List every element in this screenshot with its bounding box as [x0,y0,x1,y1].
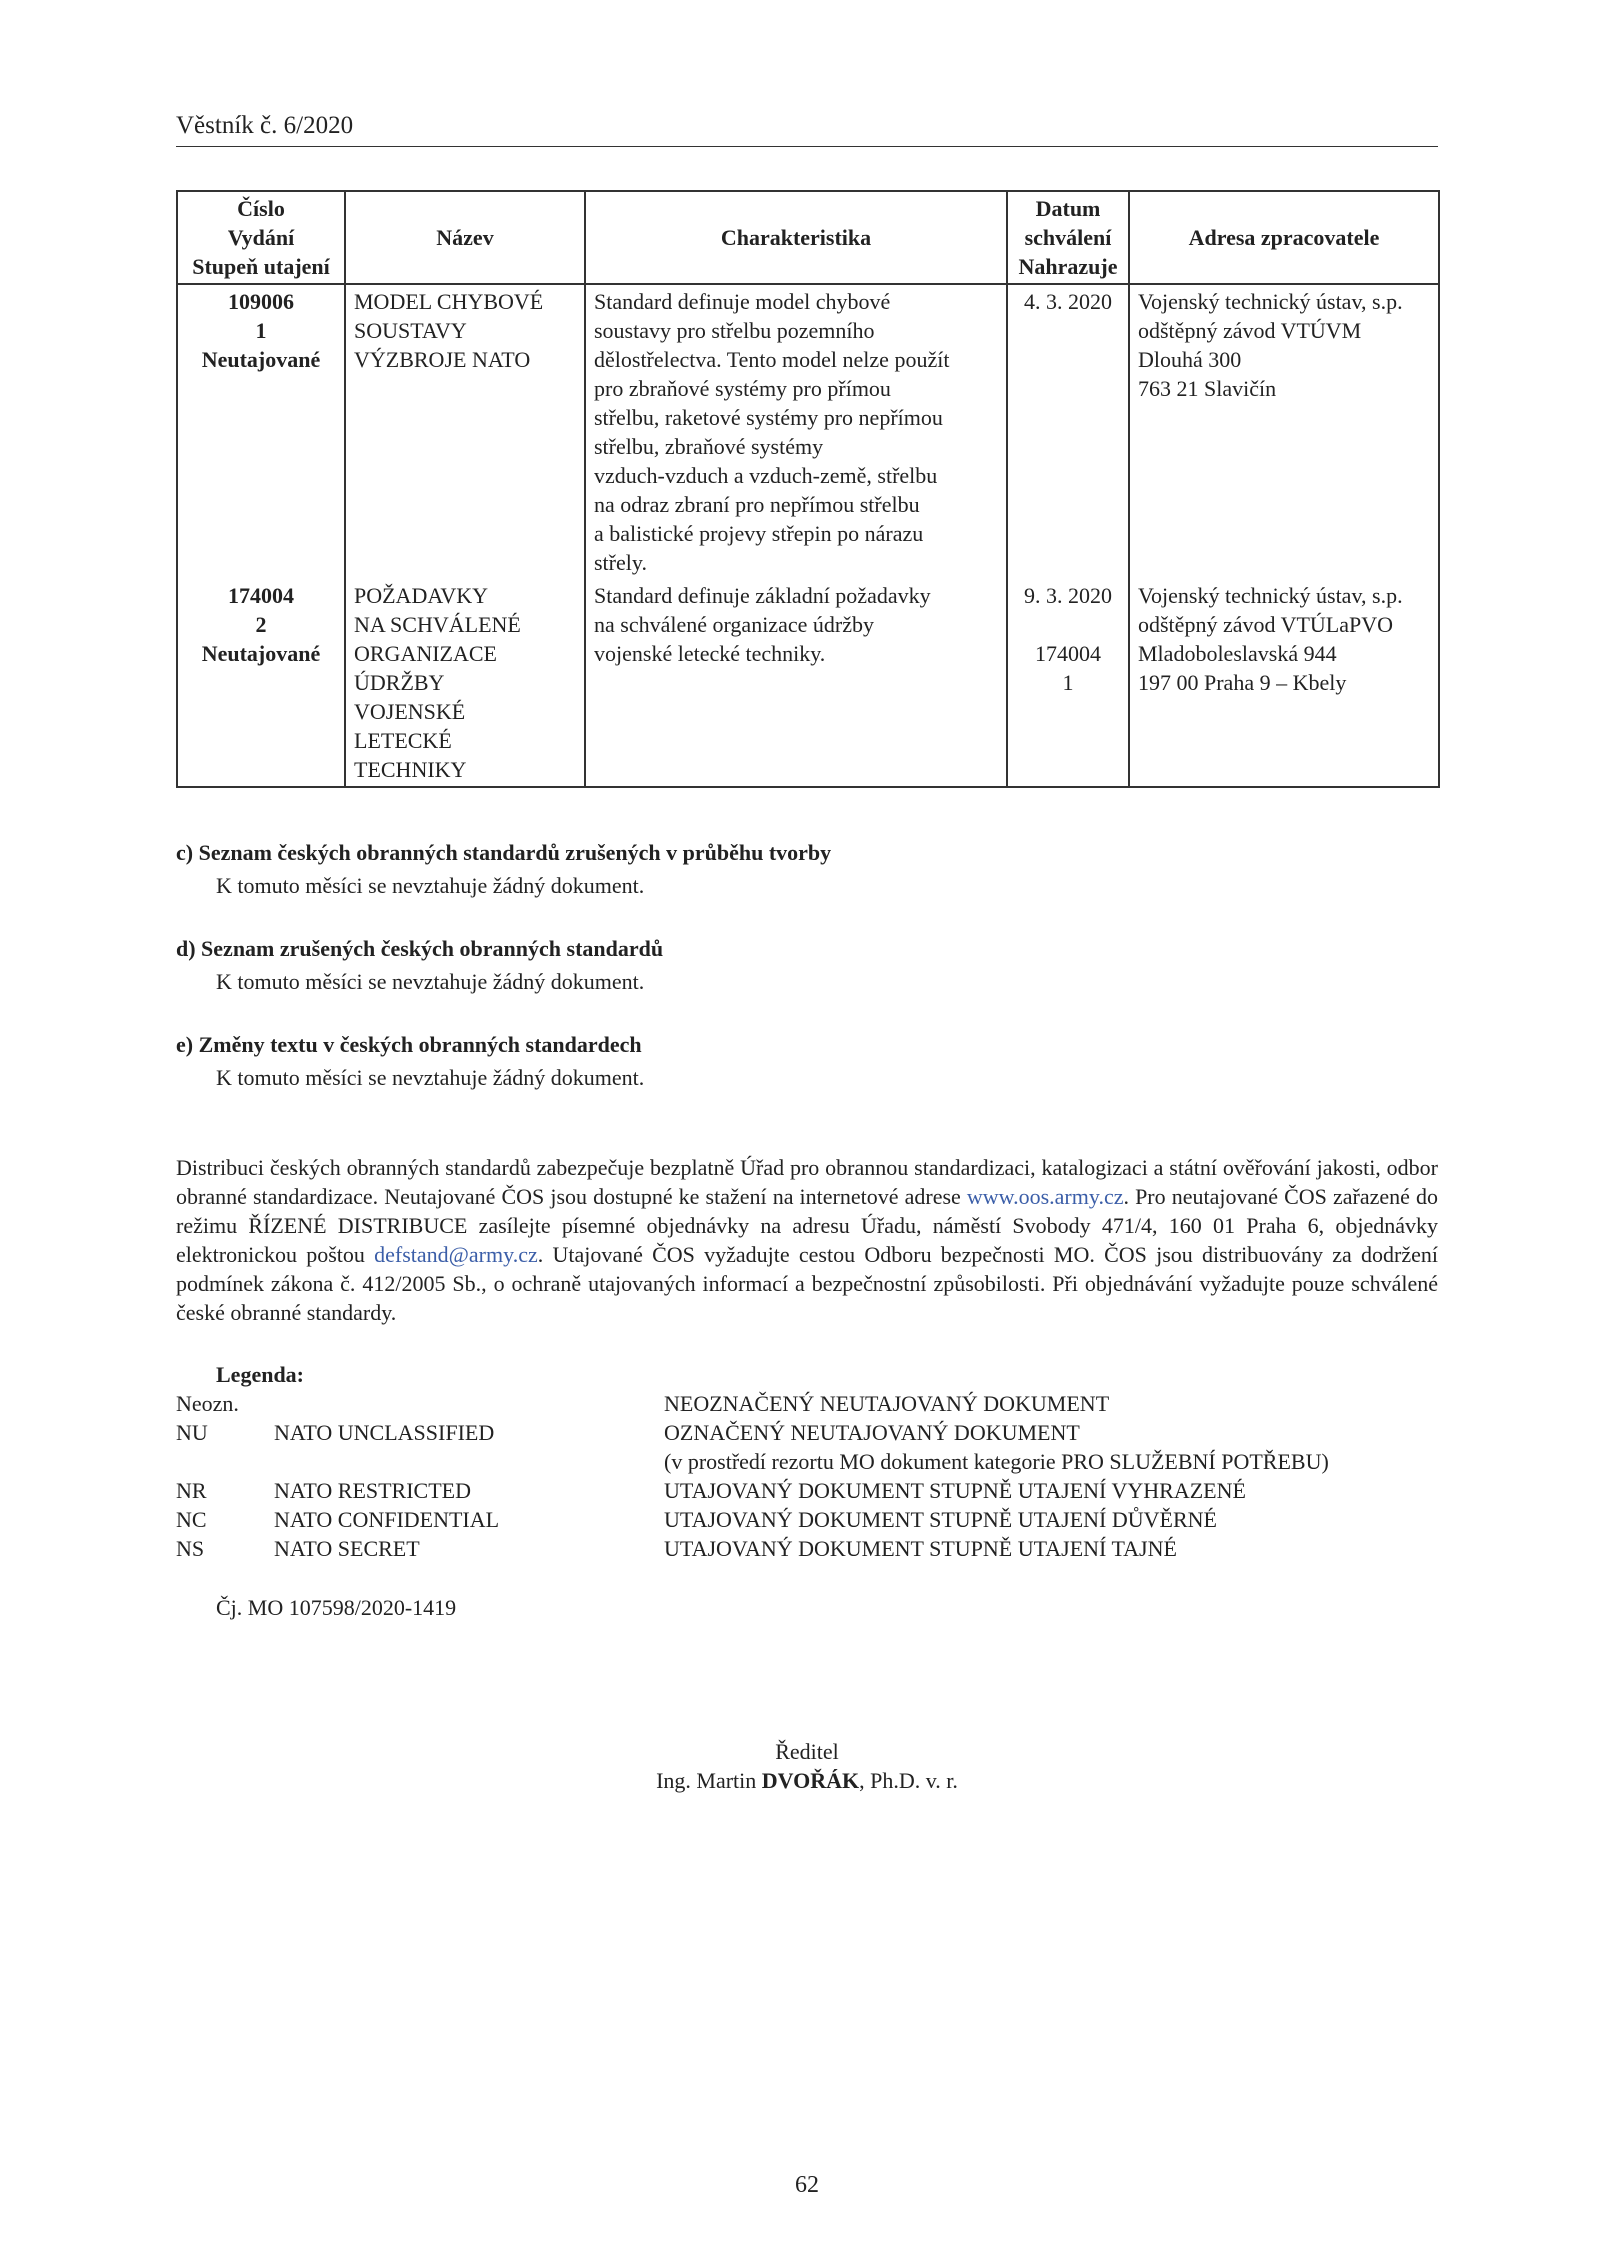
section-title: c) Seznam českých obranných standardů zrušených v průběhu tvorby [176,840,832,865]
legend-code: Neozn. [176,1391,239,1416]
legend-code: NS [176,1536,205,1561]
distribution-paragraph: Distribuci českých obranných standardů zabezpečuje bezplatně Úřad pro obrannou standardizaci, katalogizaci a státní ověřování jakosti, odbor obranné standardizace. Neutajované ČOS jsou dostupné ke stažení na internetové adrese www.oos.army.cz. Pro neutajované ČOS zařazené do režimu ŘÍZENÉ DISTRIBUCE zasílejte písemné objednávky na adresu Úřadu, náměstí Svobody 471/4, 160 01 Praha 6, objednávky elektronickou poštou defstand@army.cz. Utajované ČOS vyžadujte cestou Odboru bezpečnosti MO. ČOS jsou distribuovány za dodržení podmínek zákona č. 412/2005 Sb., o ochraně utajovaných informací a bezpečnostní způsobilosti. Při objednávání vyžadujte pouze schválené české obranné standardy. [176,1155,1439,1325]
legend-row [176,1476,1438,1505]
table-row [177,284,1439,579]
column-header-date: Datum schválení Nahrazuje [1007,191,1129,284]
replaces-number: 174004 [1035,641,1101,666]
legend-nato: NATO RESTRICTED [274,1478,471,1503]
standard-characteristic-cell: Standard definuje základní požadavky na schválené organizace údržby vojenské letecké techniky. [585,579,1007,787]
section-e [176,1030,1438,1092]
column-header-number: Číslo Vydání Stupeň utajení [177,191,345,284]
section-title: e) Změny textu v českých obranných standardech [176,1032,642,1057]
legend-description: UTAJOVANÝ DOKUMENT STUPNĚ UTAJENÍ TAJNÉ [664,1536,1177,1561]
legend-row [176,1418,1438,1447]
legend-description: (v prostředí rezortu MO dokument kategorie PRO SLUŽEBNÍ POTŘEBU) [664,1449,1329,1474]
legend-code: NU [176,1420,208,1445]
legend-description: UTAJOVANÝ DOKUMENT STUPNĚ UTAJENÍ VYHRAZENÉ [664,1478,1246,1503]
spacer [1016,610,1120,639]
table-header-row [177,191,1439,284]
legend-row [176,1389,1438,1418]
website-link[interactable]: www.oos.army.cz [966,1184,1124,1209]
signatory-role: Ředitel [775,1739,839,1764]
standard-characteristic-cell: Standard definuje model chybové soustavy pro střelbu pozemního dělostřelectva. Tento model nelze použít pro zbraňové systémy pro přímou střelbu, raketové systémy pro nepřímou střelbu, zbraňové systémy vzduch-vzduch a vzduch-země, střelbu na odraz zbraní pro nepřímou střelbu a balistické projevy střepin po nárazu střely. [585,284,1007,579]
standards-table [176,190,1440,788]
legend-row [176,1505,1438,1534]
legend-nato: NATO CONFIDENTIAL [274,1507,500,1532]
standard-address-cell: Vojenský technický ústav, s.p. odštěpný závod VTÚLaPVO Mladoboleslavská 944 197 00 Praha 9 – Kbely [1129,579,1439,787]
email-link[interactable]: defstand@army.cz [374,1242,538,1267]
sections [176,838,1438,1126]
legend-title: Legenda: [216,1362,304,1387]
section-body: K tomuto měsíci se nevztahuje žádný dokument. [216,873,645,898]
legend-description: OZNAČENÝ NEUTAJOVANÝ DOKUMENT [664,1420,1080,1445]
standard-date-cell: 4. 3. 2020 [1007,284,1129,579]
legend [176,1360,1438,1563]
reference-number: Čj. MO 107598/2020-1419 [216,1595,457,1620]
column-header-name: Název [345,191,585,284]
page-number: 62 [795,2172,819,2198]
section-body: K tomuto měsíci se nevztahuje žádný dokument. [216,969,645,994]
signatory-surname: DVOŘÁK [761,1768,860,1793]
legend-code: NR [176,1478,207,1503]
column-header-characteristic: Charakteristika [585,191,1007,284]
standard-address-cell: Vojenský technický ústav, s.p. odštěpný závod VTÚVM Dlouhá 300 763 21 Slavičín [1129,284,1439,579]
signatory-name: Ing. Martin DVOŘÁK, Ph.D. v. r. [656,1768,958,1793]
table-row [177,579,1439,787]
legend-code: NC [176,1507,207,1532]
section-c [176,838,1438,900]
legend-description: NEOZNAČENÝ NEUTAJOVANÝ DOKUMENT [664,1391,1110,1416]
standard-name-cell: POŽADAVKY NA SCHVÁLENÉ ORGANIZACE ÚDRŽBY VOJENSKÉ LETECKÉ TECHNIKY [345,579,585,787]
replaces-edition: 1 [1062,670,1074,695]
section-body: K tomuto měsíci se nevztahuje žádný dokument. [216,1065,645,1090]
standard-date-cell: 9. 3. 2020 174004 1 [1007,579,1129,787]
standard-number-cell: 109006 1 Neutajované [177,284,345,579]
running-head: Věstník č. 6/2020 [176,112,1438,147]
signature-block [176,1737,1438,1795]
standard-name-cell: MODEL CHYBOVÉ SOUSTAVY VÝZBROJE NATO [345,284,585,579]
legend-nato: NATO UNCLASSIFIED [274,1420,495,1445]
column-header-address: Adresa zpracovatele [1129,191,1439,284]
section-d [176,934,1438,996]
legend-row [176,1447,1438,1476]
section-title: d) Seznam zrušených českých obranných standardů [176,936,664,961]
legend-nato: NATO SECRET [274,1536,420,1561]
standard-number-cell: 174004 2 Neutajované [177,579,345,787]
legend-description: UTAJOVANÝ DOKUMENT STUPNĚ UTAJENÍ DŮVĚRNÉ [664,1507,1217,1532]
legend-row [176,1534,1438,1563]
